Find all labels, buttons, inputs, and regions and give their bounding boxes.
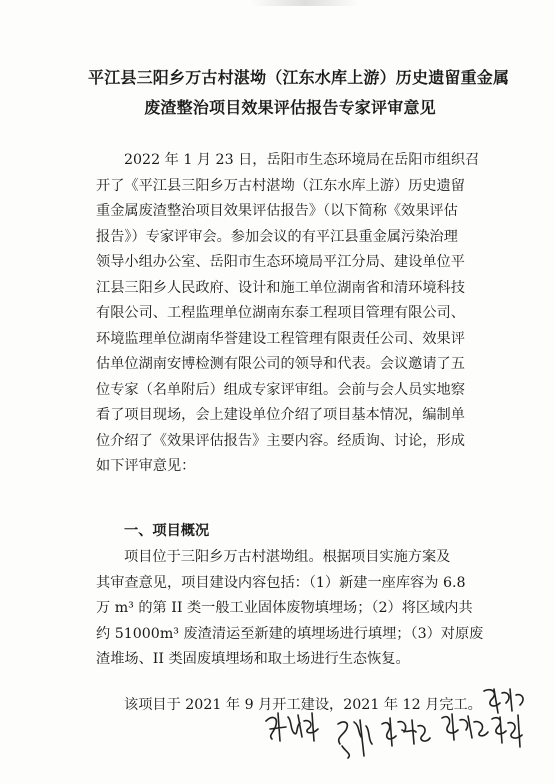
document-title-line-1: 平江县三阳乡万古村湛坳（江东水库上游）历史遗留重金属 [88, 68, 510, 87]
signature-1 [262, 707, 324, 747]
paragraph-line: 万 m³ 的第 II 类一般工业固体废物填埋场；（2）将区域内共 [96, 600, 473, 616]
paragraph-line: 看了项目现场，会上建设单位介绍了项目基本情况，编制单 [96, 407, 465, 423]
scan-artifact [250, 0, 360, 6]
section-paragraph [96, 545, 496, 673]
paragraph-line: 如下评审意见： [96, 458, 196, 474]
document-title-line-2: 废渣整治项目效果评估报告专家评审意见 [144, 98, 436, 117]
paragraph-line: 有限公司、工程监理单位湖南东泰工程项目管理有限公司、 [96, 305, 465, 321]
intro-paragraph [96, 148, 496, 480]
paragraph-line: 开了《平江县三阳乡万古村湛坳（江东水库上游）历史遗留 [96, 177, 465, 194]
signature-2 [332, 716, 374, 760]
paragraph-line: 报告》）专家评审会。参加会议的有平江县重金属污染治理 [96, 228, 458, 245]
signature-5 [478, 685, 534, 755]
paragraph-line: 渣堆场、II 类固废填埋场和取土场进行生态恢复。 [96, 651, 410, 667]
paragraph-line: 位介绍了《效果评估报告》主要内容。经质询、讨论，形成 [96, 432, 465, 449]
paragraph-line: 环境监理单位湖南华誉建设工程管理有限责任公司、效果评 [96, 330, 465, 347]
paragraph-line: 该项目于 2021 年 9 月开工建设，2021 年 12 月完工。 [124, 697, 482, 713]
paragraph-line: 重金属废渣整治项目效果评估报告》（以下简称《效果评估 [96, 203, 458, 219]
paragraph-line: 江县三阳乡人民政府、设计和施工单位湖南省和清环境科技 [96, 279, 465, 296]
paragraph-line: 其审查意见，项目建设内容包括：（1）新建一座库容为 6.8 [96, 574, 466, 591]
paragraph-line: 2022 年 1 月 23 日，岳阳市生态环境局在岳阳市组织召 [124, 152, 480, 168]
signature-3 [378, 714, 432, 750]
section-heading: 一、项目概况 [124, 523, 210, 539]
paragraph-line: 估单位湖南安博检测有限公司的领导和代表。会议邀请了五 [96, 356, 465, 372]
paragraph-line: 项目位于三阳乡万古村湛坳组。根据项目实施方案及 [124, 549, 451, 565]
paragraph-line: 位专家（名单附后）组成专家评审组。会前与会人员实地察 [96, 381, 465, 398]
paragraph-line: 领导小组办公室、岳阳市生态环境局平江分局、建设单位平 [96, 254, 465, 270]
paragraph-line: 约 51000m³ 废渣清运至新建的填埋场进行填埋；（3）对原废 [96, 625, 484, 642]
